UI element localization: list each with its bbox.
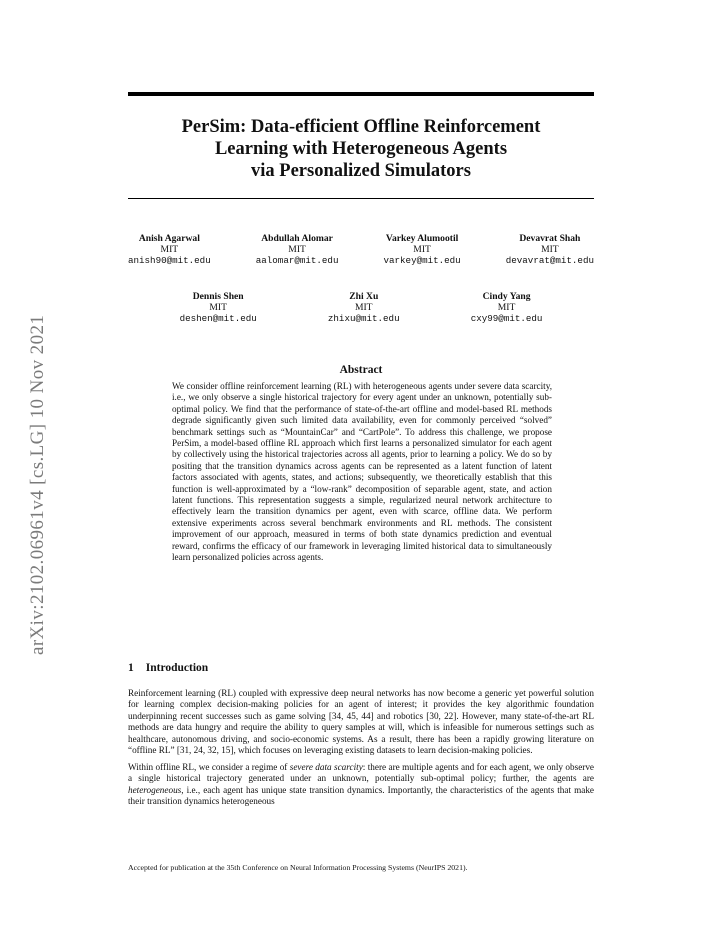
author-name: Cindy Yang — [482, 291, 531, 302]
author-row-1 — [128, 233, 594, 266]
author-affiliation: MIT — [497, 302, 516, 313]
author-email: cxy99@mit.edu — [470, 313, 543, 324]
venue-footnote: Accepted for publication at the 35th Conference on Neural Information Processing Systems (NeurIPS 2021). — [128, 863, 468, 872]
section-number: 1 — [128, 662, 134, 674]
section-heading-introduction — [128, 662, 208, 674]
author-email: aalomar@mit.edu — [255, 255, 339, 266]
abstract-heading: Abstract — [339, 364, 383, 376]
author-email: anish90@mit.edu — [128, 255, 211, 266]
section-title: Introduction — [145, 662, 209, 674]
author-block — [384, 233, 461, 266]
author-affiliation: MIT — [288, 244, 306, 255]
author-affiliation: MIT — [209, 302, 227, 313]
author-name: Zhi Xu — [349, 291, 379, 302]
author-block — [128, 233, 211, 266]
author-name: Devavrat Shah — [519, 233, 581, 244]
author-name: Varkey Alumootil — [385, 233, 459, 244]
intro-p2-emphasis: severe data scarcity — [289, 762, 363, 772]
author-name: Dennis Shen — [192, 291, 244, 302]
intro-p2-text: : there are multiple agents and for each agent, we only observe a single historical trajectory generated under an unknown, potentially sub-optimal policy; further, the agents are — [128, 762, 594, 784]
author-email: zhixu@mit.edu — [327, 313, 400, 324]
paper-title — [128, 116, 594, 182]
author-block — [180, 291, 257, 324]
intro-p2-text: , i.e., each agent has unique state transition dynamics. Importantly, the characteristics of the agents that make their transition dynamics heterogeneous — [128, 784, 594, 807]
abstract-body: We consider offline reinforcement learning (RL) with heterogeneous agents under severe data scarcity, i.e., we only observe a single historical trajectory for every agent under an unknown, potentially sub-optimal policy. We find that the performance of state-of-the-art offline and model-based RL methods degrade significantly given such limited data availability, even for commonly perceived “solved” benchmark settings such as “MountainCar” and “CartPole”. To address this challenge, we propose PerSim, a model-based offline RL approach which first learns a personalized simulator for each agent by collectively using the historical trajectories across all agents, prior to learning a policy. We do so by positing that the transition dynamics across agents can be represented as a latent function of latent factors associated with agents, states, and actions; subsequently, we theoretically establish that this function is well-approximated by a “low-rank” decomposition of separable agent, state, and action latent functions. This representation suggests a simple, regularized neural network architecture to effectively learn the transition dynamics per agent, even with scarce, offline data. We perform extensive experiments across several benchmark environments and RL methods. The consistent improvement of our approach, measured in terms of both state dynamics prediction and eventual reward, confirms the efficacy of our framework in leveraging limited historical data to simultaneously learn personalized policies across agents. — [172, 381, 552, 563]
arxiv-stamp: arXiv:2102.06961v4 [cs.LG] 10 Nov 2021 — [27, 314, 48, 655]
author-email: devavrat@mit.edu — [505, 255, 594, 266]
author-block — [256, 233, 339, 266]
title-line: Learning with Heterogeneous Agents — [214, 139, 508, 159]
title-line: PerSim: Data-efficient Offline Reinforcement — [181, 117, 541, 137]
author-block — [328, 291, 400, 324]
author-affiliation: MIT — [160, 244, 179, 255]
intro-p2-emphasis: heterogeneous — [128, 784, 182, 795]
top-rule — [128, 92, 594, 96]
author-name: Abdullah Alomar — [261, 233, 333, 244]
author-block — [506, 233, 594, 266]
author-row-2 — [128, 291, 594, 324]
author-email: varkey@mit.edu — [383, 255, 461, 266]
author-email: deshen@mit.edu — [179, 313, 257, 324]
intro-p2-text: Within offline RL, we consider a regime of — [128, 762, 290, 772]
title-rule — [128, 198, 594, 199]
author-name: Anish Agarwal — [138, 233, 200, 244]
author-affiliation: MIT — [354, 302, 373, 313]
title-line: via Personalized Simulators — [251, 161, 471, 181]
intro-paragraph-1: Reinforcement learning (RL) coupled with expressive deep neural networks has now become a generic yet powerful solution for learning complex decision-making policies for an agent of interest; it provides the key algorithmic foundation underpinning recent successes such as game solving [34, 45, 44] and robotics [30, 22]. However, many state-of-the-art RL methods are data hungry and require the ability to query samples at will, which is infeasible for numerous settings such as healthcare, autonomous driving, and socio-economic systems. As a result, there has been a rapidly growing literature on “offline RL” [31, 24, 32, 15], which focuses on leveraging existing datasets to learn decision-making policies. — [128, 688, 594, 756]
author-affiliation: MIT — [541, 244, 559, 255]
author-affiliation: MIT — [413, 244, 431, 255]
author-block — [471, 291, 543, 324]
intro-paragraph-2 — [128, 762, 594, 808]
